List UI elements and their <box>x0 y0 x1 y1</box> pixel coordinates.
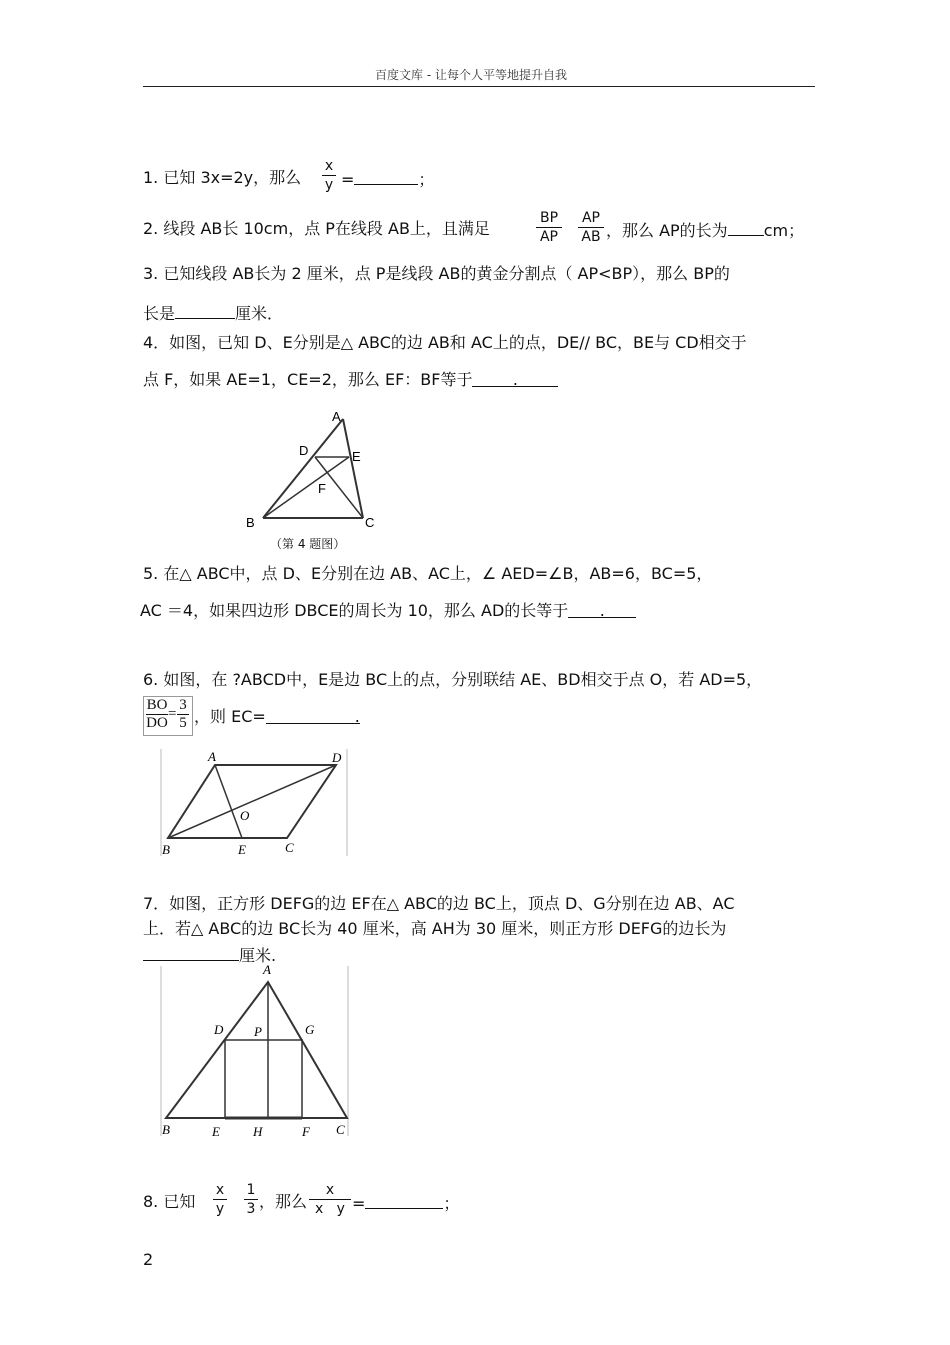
q7-label-d: D <box>214 1022 224 1037</box>
q6-ratio-denominator-left: DO <box>146 715 168 731</box>
q3-text: 长是 <box>143 304 176 323</box>
q8-end: ； <box>443 1194 460 1213</box>
q7-label-c: C <box>336 1122 345 1137</box>
q1-answer-blank[interactable] <box>354 168 418 185</box>
q4-label-e: E <box>352 449 361 464</box>
q2-fraction-1-denominator: AP <box>539 229 559 245</box>
question-6-line-1: 6. 如图，在 ?ABCD中，E是边 BC上的点，分别联结 AE、BD相交于点 O，若 AD=5， <box>143 670 763 689</box>
page-number: 2 <box>143 1250 154 1269</box>
q5-dot: . <box>599 601 605 620</box>
q4-text: 点 F，如果 AE=1，CE=2，那么 EF：BF等于 <box>143 370 473 389</box>
q8-fraction-1-denominator: y <box>215 1201 225 1217</box>
question-5-line-1: 5. 在△ ABC中，点 D、E分别在边 AB、AC上，∠ AED=∠B，AB=6，BC=5， <box>143 564 713 583</box>
q6-dot: . <box>354 707 360 726</box>
q6-answer-blank[interactable] <box>266 707 360 724</box>
q3-answer-blank[interactable] <box>175 302 235 319</box>
q5-text: AC ＝4，如果四边形 DBCE的周长为 10，那么 AD的长等于 <box>140 601 569 620</box>
q1-fraction-numerator: x <box>324 158 334 174</box>
question-4-line-1: 4．如图，已知 D、E分别是△ ABC的边 AB和 AC上的点，DE// BC，BE与 CD相交于 <box>143 333 747 352</box>
q8-fraction-2-numerator: 1 <box>246 1182 256 1198</box>
q6-ratio-equals: = <box>168 706 177 722</box>
question-2: 2. 线段 AB长 10cm，点 P在线段 AB上，且满足 <box>143 219 490 238</box>
q3-unit: 厘米． <box>235 304 284 323</box>
question-3-line-1: 3. 已知线段 AB长为 2 厘米，点 P是线段 AB的黄金分割点（ AP<BP），那么 BP的 <box>143 264 730 283</box>
question-7-line-1: 7．如图，正方形 DEFG的边 EF在△ ABC的边 BC上，顶点 D、G分别在边 AB、AC <box>143 894 735 913</box>
question-8: 8. 已知 <box>143 1192 196 1211</box>
q4-label-c: C <box>365 515 375 530</box>
q6-label-b: B <box>162 842 170 857</box>
q2-fraction-2-denominator: AB <box>581 229 601 245</box>
question-7-line-2: 上．若△ ABC的边 BC长为 40 厘米，高 AH为 30 厘米，则正方形 DEFG的边长为 <box>143 919 727 938</box>
q6-label-o: O <box>240 808 250 823</box>
q4-side-ac <box>343 419 363 518</box>
q6-ratio-numerator-right: 3 <box>179 697 187 713</box>
question-3-line-2 <box>143 302 283 324</box>
q8-mid: ，那么 <box>259 1192 308 1211</box>
q8-fraction-3-denominator: x y <box>315 1201 345 1217</box>
q4-dot: . <box>512 370 519 389</box>
q2-fraction-2 <box>578 210 604 245</box>
q2-fraction-2-bar <box>578 227 604 228</box>
q1-fraction <box>322 158 336 193</box>
q6-label-a: A <box>208 749 216 764</box>
q6-segment-ae <box>215 765 242 838</box>
q6-ratio-denominator-right: 5 <box>179 715 187 731</box>
q6-text: ，则 EC= <box>194 707 266 726</box>
q7-label-p: P <box>254 1024 262 1039</box>
q2-fraction-1 <box>536 210 562 245</box>
q8-fraction-2-denominator: 3 <box>246 1201 256 1217</box>
q4-label-d: D <box>299 443 309 458</box>
q2-unit: cm； <box>763 221 805 240</box>
question-5-line-2 <box>140 601 636 621</box>
q4-figure-caption: （第 4 题图） <box>270 537 346 551</box>
q6-ratio-numerator-left: BO <box>146 697 168 713</box>
q7-unit: 厘米. <box>239 946 277 965</box>
q2-answer-blank[interactable] <box>728 219 764 236</box>
q7-answer-blank[interactable] <box>143 944 239 961</box>
question-4-line-2 <box>143 370 558 390</box>
q7-figure <box>158 962 352 1140</box>
q7-label-g: G <box>305 1022 315 1037</box>
q8-answer-blank[interactable] <box>365 1192 443 1209</box>
q7-label-e: E <box>212 1124 220 1139</box>
q4-label-f: F <box>318 481 326 496</box>
q2-fraction-2-numerator: AP <box>581 210 601 226</box>
q6-figure <box>158 746 352 858</box>
q8-fraction-3 <box>309 1182 351 1217</box>
q4-figure <box>235 405 395 540</box>
q5-answer-blank[interactable] <box>568 601 636 618</box>
q2-fraction-1-numerator: BP <box>539 210 559 226</box>
q1-answer <box>341 168 434 190</box>
q2-fraction-1-bar <box>536 227 562 228</box>
q7-label-b: B <box>162 1122 170 1137</box>
q4-answer-blank[interactable] <box>472 370 558 387</box>
q2-answer <box>606 219 804 241</box>
q2-after: ，那么 AP的长为 <box>606 221 728 240</box>
q6-label-c: C <box>285 840 294 855</box>
q6-ratio-image <box>143 696 193 736</box>
q8-fraction-3-bar <box>309 1199 351 1200</box>
q8-answer <box>352 1192 459 1214</box>
q4-side-ab <box>263 419 343 518</box>
q7-triangle <box>166 982 347 1118</box>
q7-square <box>225 1040 302 1118</box>
q8-fraction-2-bar <box>244 1199 258 1200</box>
q1-fraction-denominator: y <box>324 177 334 193</box>
q7-label-a: A <box>263 962 271 977</box>
q7-label-h: H <box>253 1124 263 1139</box>
q8-equals: = <box>352 1194 366 1213</box>
q1-fraction-bar <box>322 175 336 176</box>
q1-text: 1. 已知 3x=2y，那么 <box>143 168 302 187</box>
q1-end: ； <box>418 170 435 189</box>
q8-fraction-2 <box>244 1182 258 1217</box>
q8-fraction-1 <box>213 1182 227 1217</box>
q6-label-e: E <box>238 842 246 857</box>
q7-label-f: F <box>302 1124 310 1139</box>
q4-label-b: B <box>246 515 255 530</box>
question-1 <box>143 168 301 188</box>
header-rule <box>143 86 815 87</box>
q8-fraction-3-numerator: x <box>325 1182 335 1198</box>
q8-fraction-1-bar <box>213 1199 227 1200</box>
question-6-line-2 <box>194 707 360 727</box>
page-header: 百度文库 - 让每个人平等地提升自我 <box>375 68 567 82</box>
q6-label-d: D <box>332 750 342 765</box>
q8-fraction-1-numerator: x <box>215 1182 225 1198</box>
q1-equals: = <box>341 170 355 189</box>
q4-label-a: A <box>332 409 341 424</box>
